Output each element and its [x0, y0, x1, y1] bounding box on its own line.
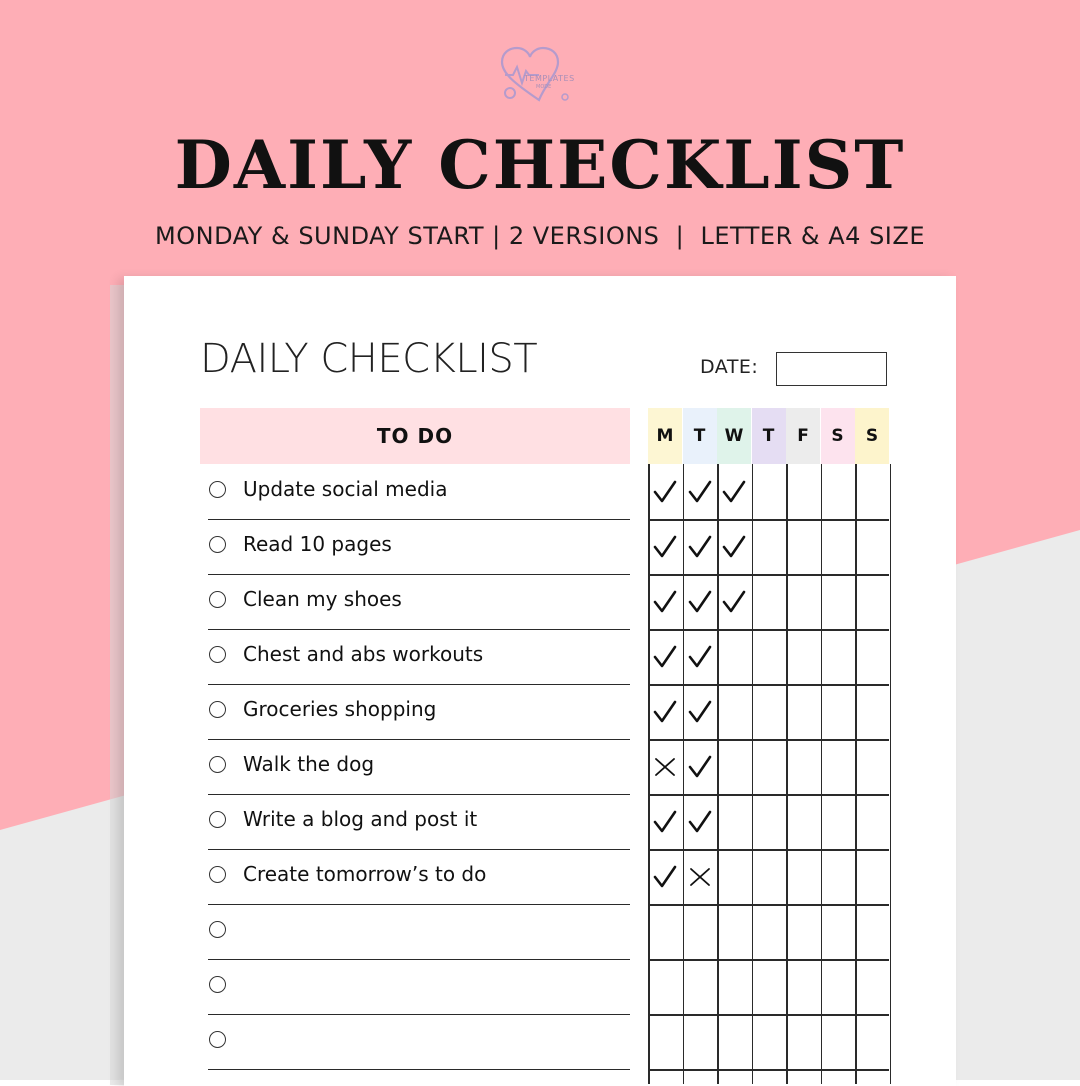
task-checkbox[interactable]	[209, 866, 226, 883]
task-row	[208, 1014, 630, 1070]
banner-subtitle: MONDAY & SUNDAY START | 2 VERSIONS | LETTER & A4 SIZE	[155, 222, 925, 250]
banner-title: DAILY CHECKLIST	[174, 126, 906, 204]
task-checkbox[interactable]	[209, 646, 226, 663]
task-row	[208, 739, 630, 795]
task-label: Write a blog and post it	[243, 807, 478, 831]
task-label: Groceries shopping	[243, 697, 437, 721]
cross-icon[interactable]	[683, 849, 717, 904]
logo-subtext: MODE	[536, 84, 552, 90]
task-checkbox[interactable]	[209, 536, 226, 553]
todo-header: TO DO	[200, 408, 630, 464]
checkmark-icon[interactable]	[683, 794, 717, 849]
task-checkbox[interactable]	[209, 921, 226, 938]
paper-shadow	[110, 285, 124, 1085]
checkmark-icon[interactable]	[683, 739, 717, 794]
sheet-title: DAILY CHECKLIST	[200, 336, 538, 382]
grid-row-line	[648, 904, 889, 906]
task-row	[208, 464, 630, 520]
grid-row-line	[648, 1014, 889, 1016]
grid-column-line	[786, 464, 788, 1084]
task-row	[208, 684, 630, 740]
date-label: DATE:	[700, 356, 759, 378]
logo-text: TEMPLATES	[524, 74, 575, 83]
checkmark-icon[interactable]	[648, 684, 682, 739]
checkmark-icon[interactable]	[648, 574, 682, 629]
task-row	[208, 519, 630, 575]
grid-column-line	[752, 464, 754, 1084]
day-header-2: W	[717, 408, 751, 464]
checkmark-icon[interactable]	[648, 794, 682, 849]
checkmark-icon[interactable]	[683, 629, 717, 684]
task-checkbox[interactable]	[209, 976, 226, 993]
day-header-3: T	[752, 408, 786, 464]
checkmark-icon[interactable]	[648, 629, 682, 684]
checkmark-icon[interactable]	[717, 574, 751, 629]
checkmark-icon[interactable]	[648, 849, 682, 904]
task-row	[208, 849, 630, 905]
grid-column-line	[890, 464, 892, 1084]
task-checkbox[interactable]	[209, 1031, 226, 1048]
checkmark-icon[interactable]	[648, 519, 682, 574]
checkmark-icon[interactable]	[683, 684, 717, 739]
checkmark-icon[interactable]	[648, 464, 682, 519]
task-label: Read 10 pages	[243, 532, 392, 556]
day-header-5: S	[821, 408, 855, 464]
day-header-0: M	[648, 408, 682, 464]
task-label: Walk the dog	[243, 752, 375, 776]
task-label: Update social media	[243, 477, 448, 501]
task-checkbox[interactable]	[209, 701, 226, 718]
checkmark-icon[interactable]	[717, 519, 751, 574]
task-row	[208, 904, 630, 960]
task-label: Chest and abs workouts	[243, 642, 484, 666]
day-header-4: F	[786, 408, 820, 464]
date-field[interactable]	[776, 352, 887, 386]
cross-icon[interactable]	[648, 739, 682, 794]
task-row	[208, 794, 630, 850]
grid-column-line	[855, 464, 857, 1084]
checkmark-icon[interactable]	[683, 519, 717, 574]
task-row	[208, 959, 630, 1015]
task-checkbox[interactable]	[209, 591, 226, 608]
task-checkbox[interactable]	[209, 756, 226, 773]
checkmark-icon[interactable]	[717, 464, 751, 519]
task-row	[208, 574, 630, 630]
task-checkbox[interactable]	[209, 481, 226, 498]
grid-row-line	[648, 1069, 889, 1071]
checkmark-icon[interactable]	[683, 574, 717, 629]
day-header-1: T	[683, 408, 717, 464]
grid-column-line	[821, 464, 823, 1084]
task-label: Clean my shoes	[243, 587, 402, 611]
day-header-6: S	[855, 408, 889, 464]
task-row	[208, 629, 630, 685]
task-label: Create tomorrow’s to do	[243, 862, 487, 886]
task-checkbox[interactable]	[209, 811, 226, 828]
grid-row-line	[648, 959, 889, 961]
checkmark-icon[interactable]	[683, 464, 717, 519]
